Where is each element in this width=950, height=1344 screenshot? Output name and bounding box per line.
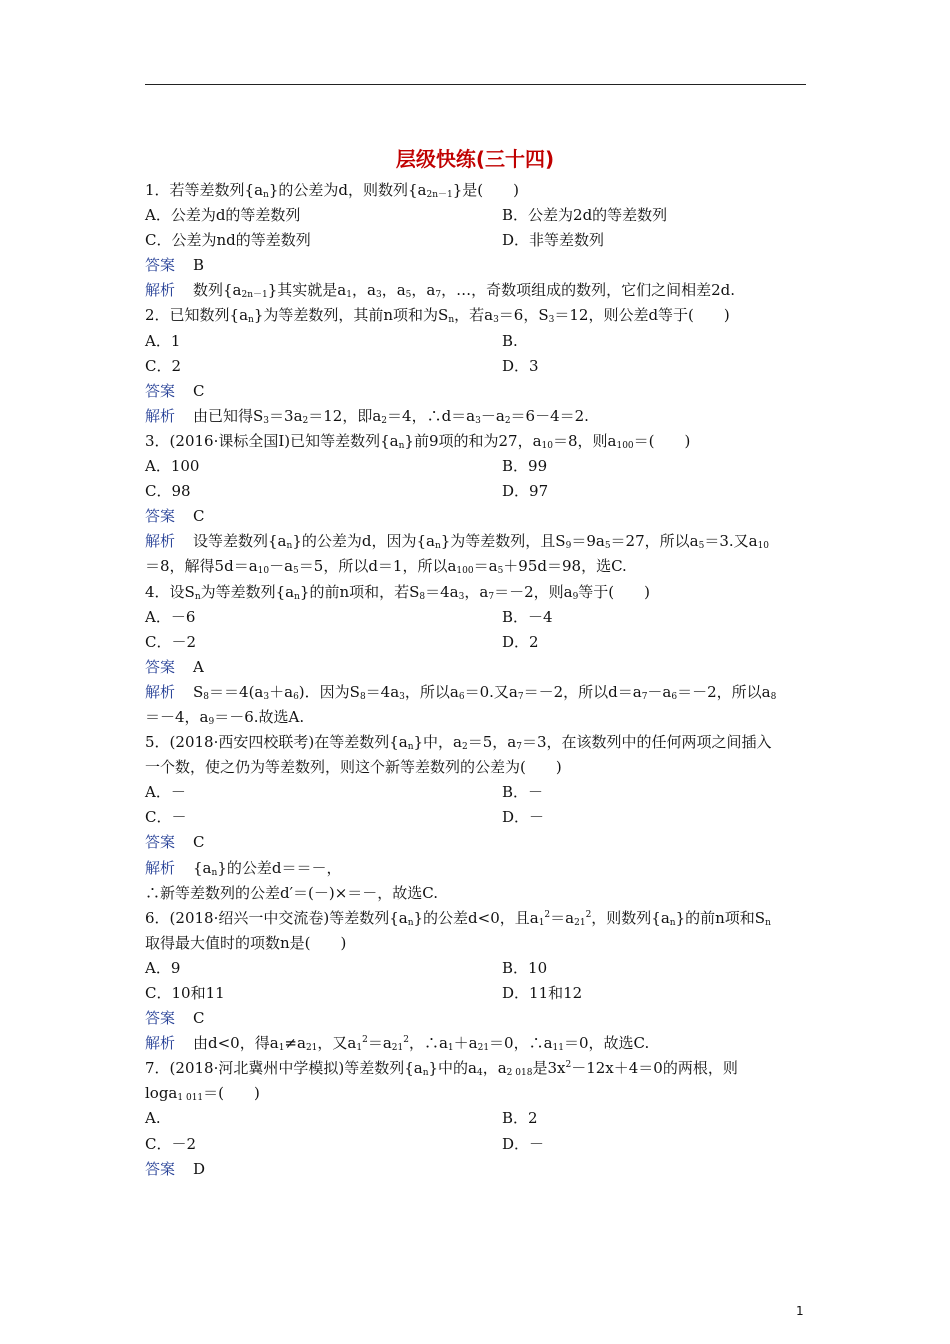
- answer-label: 答案: [145, 1159, 176, 1178]
- answer-label: 答案: [145, 657, 176, 676]
- option-d: D．－: [502, 808, 545, 827]
- option-b: B．－: [502, 783, 544, 802]
- option-c: C．－2: [145, 632, 197, 651]
- question-3-options-cd: [145, 479, 810, 504]
- analysis-label: 解析: [145, 858, 176, 877]
- question-1-options-ab: [145, 203, 810, 228]
- question-6-options-ab: [145, 956, 810, 981]
- analysis-label: 解析: [145, 682, 176, 701]
- page-number: 1: [796, 1304, 804, 1318]
- question-5-options-ab: [145, 780, 810, 805]
- question-5-analysis-line-1: 解析 $\{a_n\}$的公差d＝＝－，: [145, 858, 342, 878]
- answer-label: 答案: [145, 1009, 176, 1028]
- question-7-stem-line-2: loga$_{1 011}$＝( ): [145, 1084, 260, 1104]
- analysis-label: 解析: [145, 406, 176, 425]
- question-4-analysis-line-2: ＝－4，$a_9=-6$.故选A.: [145, 707, 305, 727]
- question-6-stem-line-1: 6．(2018·绍兴一中交流卷)等差数列$\{a_n\}$的公差d<0，且$a_1^2=a_{21}^2$，则数列$\{a_n\}$的前n项和$S_n$: [145, 908, 771, 928]
- option-b: B．2: [502, 1109, 538, 1128]
- question-2-stem: 2．已知数列$\{a_n\}$为等差数列，其前n项和为$S_n$，若$a_3=6$，$S_3=12$，则公差d等于( ): [145, 306, 730, 326]
- question-3-options-ab: [145, 454, 810, 479]
- question-6-analysis: 解析 由d<0，得$a_1\ne a_{21}$，又$a_1^2=a_{21}^2$，$\therefore a_1+a_{21}=0$，$\therefore a_{11}=0$，故选C.: [145, 1034, 650, 1054]
- option-c: C．98: [145, 482, 191, 501]
- question-6-options-cd: [145, 981, 810, 1006]
- question-3-analysis-line-1: 解析 设等差数列$\{a_n\}$的公差为d，因为$\{a_n\}$为等差数列，且$S_9=9a_5=27$，所以$a_5=3$.又$a_{10}$: [145, 532, 770, 552]
- option-b: B．－4: [502, 607, 553, 626]
- option-d: D．－: [502, 1134, 545, 1153]
- option-b: B．公差为2d的等差数列: [502, 206, 668, 225]
- header-rule: [145, 84, 806, 85]
- question-5-stem-line-2: 一个数，使之仍为等差数列，则这个新等差数列的公差为( ): [145, 758, 562, 777]
- question-4-options-cd: [145, 630, 810, 655]
- question-7-options-ab: [145, 1106, 810, 1131]
- option-b: B．10: [502, 958, 548, 977]
- question-2-options-cd: [145, 354, 810, 379]
- option-d: D．2: [502, 632, 539, 651]
- analysis-label: 解析: [145, 281, 176, 300]
- question-3-stem: 3．(2016·课标全国Ⅰ)已知等差数列$\{a_n\}$前9项的和为27，$a_{10}=8$，则$a_{100}=$( ): [145, 431, 691, 451]
- question-5-options-cd: [145, 805, 810, 830]
- option-a: A．－: [145, 783, 186, 802]
- question-2-options-ab: [145, 329, 810, 354]
- question-3-answer: 答案 C: [145, 507, 205, 526]
- option-b: B.: [502, 331, 518, 350]
- answer-label: 答案: [145, 507, 176, 526]
- analysis-label: 解析: [145, 532, 176, 551]
- document-body: [145, 178, 810, 1182]
- question-7-stem-line-1: 7．(2018·河北冀州中学模拟)等差数列$\{a_n\}$中的$a_4$，$a_{2 018}$是$3x^2-12x+4=0$的两根，则: [145, 1059, 738, 1079]
- option-a: A.: [145, 1109, 161, 1128]
- analysis-label: 解析: [145, 1034, 176, 1053]
- question-6-answer: 答案 C: [145, 1009, 205, 1028]
- question-1-analysis: 解析 数列$\{a_{2n-1}\}$其实就是$a_1$，$a_3$，$a_5$，$a_7$，…，奇数项组成的数列，它们之间相差2d.: [145, 281, 735, 301]
- question-1-stem: 1．若等差数列$\{a_n\}$的公差为d，则数列$\{a_{2n-1}\}$是( ): [145, 181, 519, 200]
- question-2-answer: 答案 C: [145, 381, 205, 400]
- question-5-stem-line-1: 5．(2018·西安四校联考)在等差数列$\{a_n\}$中，$a_2=5$，$a_7=3$，在该数列中的任何两项之间插入: [145, 733, 772, 753]
- question-1-answer: 答案 B: [145, 256, 205, 275]
- question-4-analysis-line-1: 解析 $S_8==4(a_3+a_6)$．因为$S_8=4a_3$，所以$a_6=0$.又$a_7=-2$，所以$d=a_7-a_6=-2$，所以$a_8$: [145, 682, 777, 702]
- option-a: A．9: [145, 958, 181, 977]
- option-a: A．－6: [145, 607, 196, 626]
- option-d: D．11和12: [502, 984, 583, 1002]
- page-title: 层级快练(三十四): [395, 147, 555, 171]
- answer-label: 答案: [145, 381, 176, 400]
- question-4-answer: 答案 A: [145, 657, 204, 676]
- answer-label: 答案: [145, 256, 176, 275]
- option-c: C．公差为nd的等差数列: [145, 231, 311, 250]
- question-6-stem-line-2: 取得最大值时的项数n是( ): [145, 933, 347, 952]
- question-3-analysis-line-2: ＝8，解得$5d=a_{10}-a_5=5$，所以d＝1，所以$a_{100}=a_5+95d=98$，选C.: [145, 557, 627, 577]
- question-7-answer: 答案 D: [145, 1159, 206, 1178]
- option-d: D．3: [502, 356, 539, 375]
- option-a: A．100: [145, 457, 200, 476]
- option-b: B．99: [502, 457, 548, 476]
- option-a: A．1: [145, 331, 181, 350]
- option-c: C．－: [145, 808, 187, 827]
- answer-label: 答案: [145, 833, 176, 852]
- question-7-options-cd: [145, 1132, 810, 1157]
- option-a: A．公差为d的等差数列: [145, 206, 301, 225]
- question-5-analysis-line-2: ∴新等差数列的公差d′＝(－)×＝－，故选C.: [145, 883, 438, 902]
- question-5-answer: 答案 C: [145, 833, 205, 852]
- option-d: D．97: [502, 482, 549, 501]
- question-1-options-cd: [145, 228, 810, 253]
- question-4-options-ab: [145, 605, 810, 630]
- option-d: D．非等差数列: [502, 231, 605, 250]
- question-2-analysis: 解析 由已知得$S_3=3a_2=12$，即$a_2=4$，$\therefore d=a_3-a_2=6-4=2$.: [145, 406, 589, 426]
- option-c: C．10和11: [145, 984, 225, 1002]
- question-4-stem: 4．设$S_n$为等差数列$\{a_n\}$的前n项和，若$S_8=4a_3$，$a_7=-2$，则$a_9$等于( ): [145, 582, 651, 602]
- option-c: C．－2: [145, 1134, 197, 1153]
- option-c: C．2: [145, 356, 182, 375]
